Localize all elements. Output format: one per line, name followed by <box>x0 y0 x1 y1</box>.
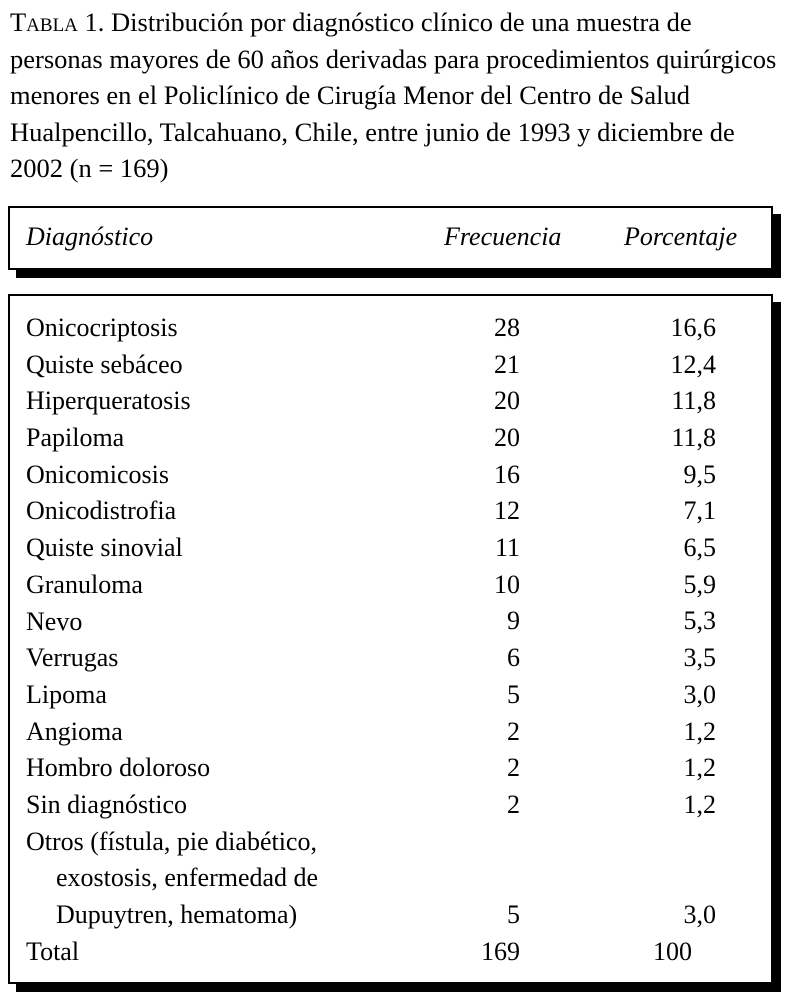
table-row <box>10 530 771 567</box>
caption-text: Distribución por diagnóstico clínico de una muestra de personas mayores de 60 años derivadas para procedimientos quirúrgicos menores en el Policlínico de Cirugía Menor del Centro de Salud Hualpencillo, Talcahuano, Chile, entre junio de 1993 y diciembre de 2002 (n = 169) <box>10 7 777 183</box>
row-porcentaje: 6,5 <box>683 533 716 563</box>
row-porcentaje: 16,6 <box>670 312 716 342</box>
row-frecuencia: 2 <box>507 789 520 819</box>
row-diagnostico: Verrugas <box>26 643 119 673</box>
otros-line-1: Otros (fístula, pie diabético, <box>26 826 317 856</box>
row-porcentaje: 11,8 <box>671 386 716 416</box>
otros-line-3: Dupuytren, hematoma) <box>56 900 298 930</box>
total-porcentaje: 100 <box>653 936 692 966</box>
row-diagnostico: Papiloma <box>26 423 125 453</box>
row-frecuencia: 9 <box>507 606 520 636</box>
table-row <box>10 640 771 677</box>
table-row <box>10 677 771 714</box>
row-diagnostico: Onicomicosis <box>26 459 169 489</box>
row-porcentaje: 7,1 <box>683 496 716 526</box>
header-frecuencia: Frecuencia <box>444 222 562 251</box>
table-row <box>10 604 771 641</box>
total-frecuencia: 169 <box>481 936 520 966</box>
table-row-otros <box>10 824 771 934</box>
row-porcentaje: 11,8 <box>671 423 716 453</box>
row-frecuencia: 21 <box>494 349 520 379</box>
row-frecuencia: 2 <box>507 753 520 783</box>
row-frecuencia: 11 <box>494 533 520 563</box>
row-porcentaje: 1,2 <box>683 753 716 783</box>
row-diagnostico: Nevo <box>26 606 83 636</box>
table-row-total <box>10 934 771 971</box>
row-porcentaje: 3,0 <box>683 679 716 709</box>
table-row <box>10 383 771 420</box>
table-row <box>10 310 771 347</box>
row-porcentaje: 12,4 <box>670 349 716 379</box>
row-frecuencia: 20 <box>494 423 520 453</box>
row-porcentaje: 3,5 <box>683 643 716 673</box>
table-row <box>10 420 771 457</box>
row-frecuencia: 28 <box>494 312 520 342</box>
row-diagnostico <box>26 824 318 934</box>
table-rows <box>10 310 771 970</box>
row-frecuencia: 2 <box>507 716 520 746</box>
table-row <box>10 567 771 604</box>
row-frecuencia: 6 <box>507 643 520 673</box>
row-frecuencia: 16 <box>494 459 520 489</box>
table-caption <box>10 4 782 187</box>
row-diagnostico: Angioma <box>26 716 123 746</box>
total-label: Total <box>26 936 80 966</box>
row-frecuencia: 20 <box>494 386 520 416</box>
table-header <box>8 206 773 270</box>
row-frecuencia: 5 <box>507 679 520 709</box>
row-diagnostico: Hiperqueratosis <box>26 386 191 416</box>
header-diagnostico: Diagnóstico <box>26 222 154 251</box>
table-row <box>10 787 771 824</box>
table-row <box>10 750 771 787</box>
row-porcentaje: 5,9 <box>683 569 716 599</box>
table-row <box>10 347 771 384</box>
otros-line-2: exostosis, enfermedad de <box>56 863 319 893</box>
row-diagnostico: Lipoma <box>26 679 107 709</box>
table-body <box>8 294 773 984</box>
row-diagnostico: Quiste sinovial <box>26 533 183 563</box>
row-porcentaje: 1,2 <box>683 789 716 819</box>
row-diagnostico: Onicocriptosis <box>26 313 178 342</box>
row-porcentaje: 5,3 <box>683 606 716 636</box>
row-diagnostico: Quiste sebáceo <box>26 349 183 379</box>
row-porcentaje: 3,0 <box>683 900 716 930</box>
row-diagnostico: Sin diagnóstico <box>26 789 188 819</box>
table-row <box>10 714 771 751</box>
row-diagnostico: Hombro doloroso <box>26 753 211 783</box>
row-porcentaje: 1,2 <box>683 716 716 746</box>
row-diagnostico: Onicodistrofia <box>26 496 177 526</box>
row-frecuencia: 10 <box>494 569 520 599</box>
table-row <box>10 457 771 494</box>
row-diagnostico: Granuloma <box>26 569 143 599</box>
row-porcentaje: 9,5 <box>683 459 716 489</box>
row-frecuencia: 5 <box>507 900 520 930</box>
row-frecuencia: 12 <box>494 496 520 526</box>
header-porcentaje: Porcentaje <box>624 222 738 251</box>
table-row <box>10 493 771 530</box>
table-label: Tabla 1. <box>10 7 105 37</box>
